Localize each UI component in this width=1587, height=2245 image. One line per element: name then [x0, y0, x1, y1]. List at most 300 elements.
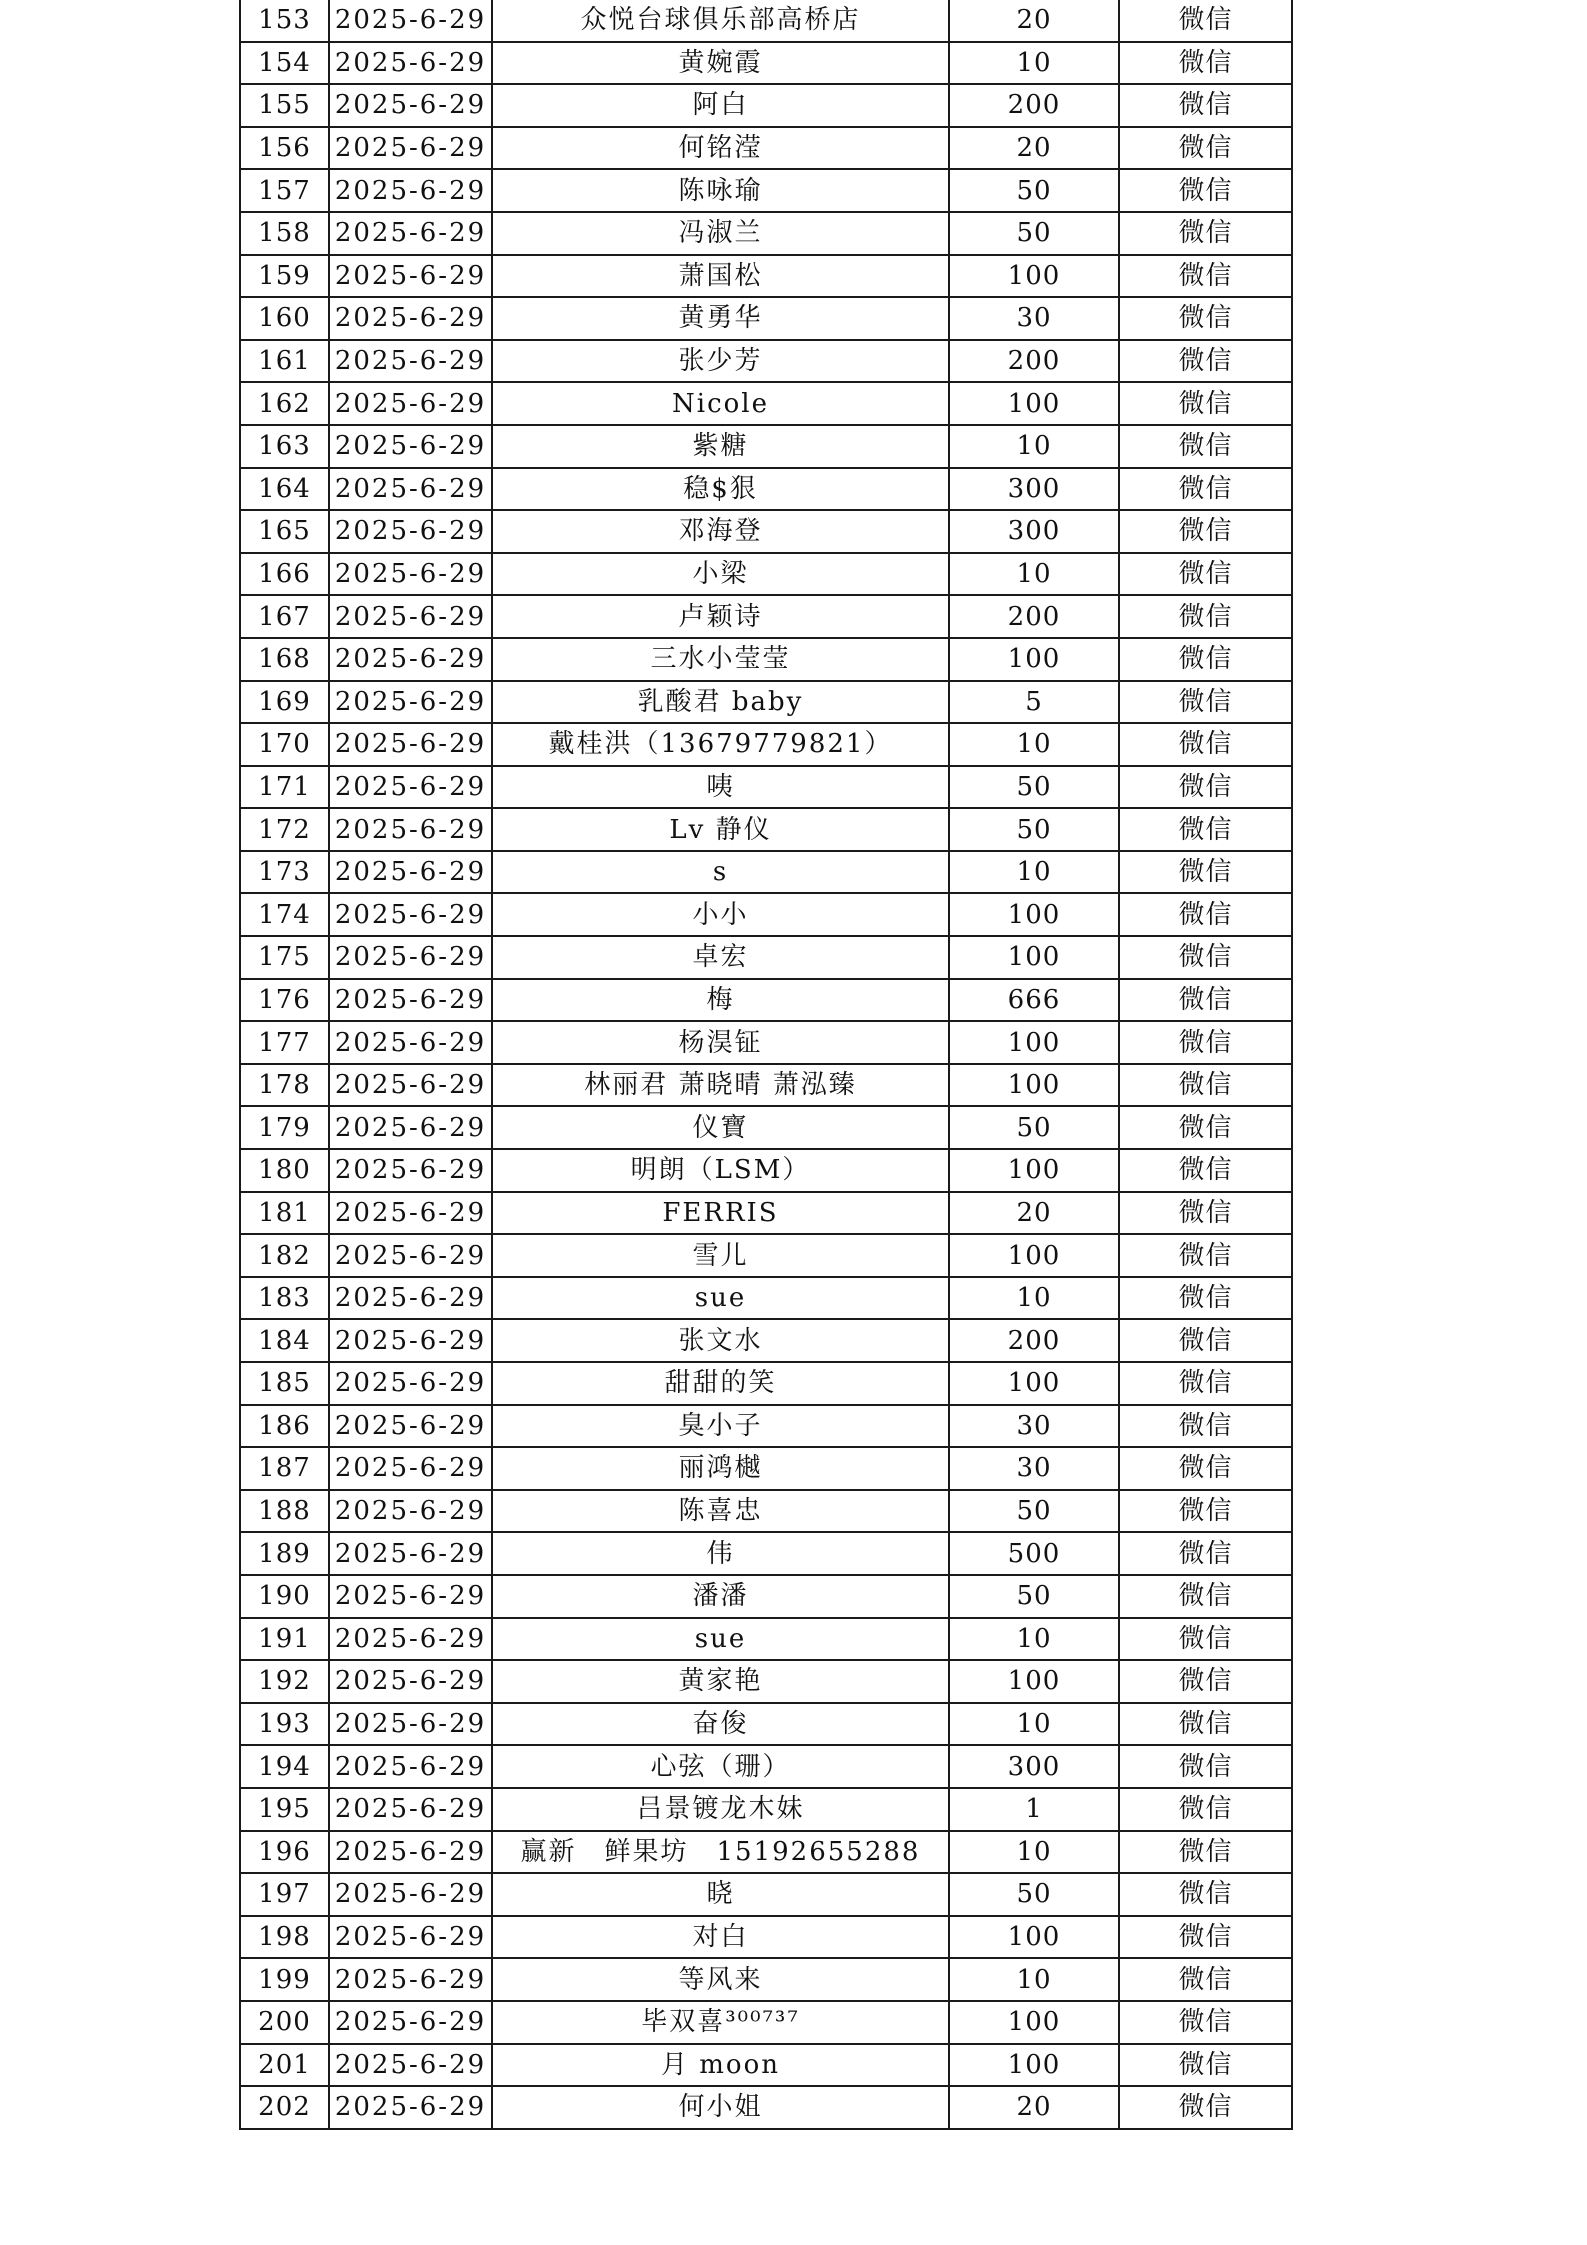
donation-date-cell: 2025-6-29: [329, 1064, 492, 1107]
donation-amount-cell: 100: [949, 2044, 1119, 2087]
payment-method-cell: 微信: [1119, 851, 1292, 894]
donor-name-cell: sue: [492, 1277, 949, 1320]
table-row: [240, 681, 1292, 724]
donation-amount-cell: 50: [949, 1575, 1119, 1618]
donor-name-cell: 对白: [492, 1916, 949, 1959]
donation-amount-cell: 100: [949, 936, 1119, 979]
row-number-cell: 156: [240, 127, 329, 170]
payment-method-cell: 微信: [1119, 0, 1292, 42]
row-number-cell: 159: [240, 255, 329, 298]
donor-name-cell: 小小: [492, 893, 949, 936]
donation-amount-cell: 100: [949, 1362, 1119, 1405]
donation-date-cell: 2025-6-29: [329, 382, 492, 425]
row-number-cell: 153: [240, 0, 329, 42]
donation-amount-cell: 10: [949, 723, 1119, 766]
donation-date-cell: 2025-6-29: [329, 1618, 492, 1661]
payment-method-cell: 微信: [1119, 340, 1292, 383]
donation-amount-cell: 10: [949, 1703, 1119, 1746]
row-number-cell: 180: [240, 1149, 329, 1192]
row-number-cell: 173: [240, 851, 329, 894]
donation-date-cell: 2025-6-29: [329, 127, 492, 170]
donor-name-cell: 稳$狠: [492, 468, 949, 511]
donation-amount-cell: 10: [949, 851, 1119, 894]
donation-date-cell: 2025-6-29: [329, 1958, 492, 2001]
row-number-cell: 161: [240, 340, 329, 383]
donation-date-cell: 2025-6-29: [329, 1703, 492, 1746]
table-row: [240, 1234, 1292, 1277]
row-number-cell: 177: [240, 1021, 329, 1064]
donor-name-cell: 乳酸君 baby: [492, 681, 949, 724]
table-row: [240, 1149, 1292, 1192]
donation-date-cell: 2025-6-29: [329, 893, 492, 936]
row-number-cell: 160: [240, 297, 329, 340]
donor-name-cell: 紫糖: [492, 425, 949, 468]
payment-method-cell: 微信: [1119, 1106, 1292, 1149]
donation-amount-cell: 50: [949, 212, 1119, 255]
donor-name-cell: FERRIS: [492, 1192, 949, 1235]
payment-method-cell: 微信: [1119, 1149, 1292, 1192]
donor-name-cell: 张文水: [492, 1319, 949, 1362]
row-number-cell: 171: [240, 766, 329, 809]
table-row: [240, 169, 1292, 212]
donor-name-cell: 黄家艳: [492, 1660, 949, 1703]
donation-date-cell: 2025-6-29: [329, 1234, 492, 1277]
payment-method-cell: 微信: [1119, 1575, 1292, 1618]
payment-method-cell: 微信: [1119, 1064, 1292, 1107]
donation-date-cell: 2025-6-29: [329, 766, 492, 809]
table-row: [240, 1831, 1292, 1874]
donation-amount-cell: 200: [949, 1319, 1119, 1362]
donation-date-cell: 2025-6-29: [329, 1575, 492, 1618]
donation-date-cell: 2025-6-29: [329, 1660, 492, 1703]
table-row: [240, 1362, 1292, 1405]
donor-name-cell: 梅: [492, 979, 949, 1022]
donation-amount-cell: 50: [949, 1106, 1119, 1149]
donation-amount-cell: 20: [949, 1192, 1119, 1235]
donor-name-cell: Lv 静仪: [492, 808, 949, 851]
donation-amount-cell: 10: [949, 425, 1119, 468]
donation-amount-cell: 30: [949, 297, 1119, 340]
donation-date-cell: 2025-6-29: [329, 297, 492, 340]
donor-name-cell: 丽鸿樾: [492, 1447, 949, 1490]
donation-date-cell: 2025-6-29: [329, 0, 492, 42]
donation-date-cell: 2025-6-29: [329, 936, 492, 979]
table-row: [240, 1745, 1292, 1788]
donor-name-cell: 冯淑兰: [492, 212, 949, 255]
donation-date-cell: 2025-6-29: [329, 638, 492, 681]
table-row: [240, 1916, 1292, 1959]
row-number-cell: 189: [240, 1532, 329, 1575]
donor-name-cell: 小梁: [492, 553, 949, 596]
payment-method-cell: 微信: [1119, 1362, 1292, 1405]
donation-table: [239, 0, 1293, 2130]
donation-date-cell: 2025-6-29: [329, 1021, 492, 1064]
payment-method-cell: 微信: [1119, 212, 1292, 255]
donation-date-cell: 2025-6-29: [329, 510, 492, 553]
payment-method-cell: 微信: [1119, 893, 1292, 936]
row-number-cell: 158: [240, 212, 329, 255]
payment-method-cell: 微信: [1119, 2086, 1292, 2129]
payment-method-cell: 微信: [1119, 42, 1292, 85]
donor-name-cell: 萧国松: [492, 255, 949, 298]
donation-date-cell: 2025-6-29: [329, 2001, 492, 2044]
table-row: [240, 340, 1292, 383]
table-row: [240, 723, 1292, 766]
row-number-cell: 175: [240, 936, 329, 979]
donor-name-cell: 三水小莹莹: [492, 638, 949, 681]
row-number-cell: 200: [240, 2001, 329, 2044]
donation-amount-cell: 5: [949, 681, 1119, 724]
row-number-cell: 182: [240, 1234, 329, 1277]
payment-method-cell: 微信: [1119, 425, 1292, 468]
donor-name-cell: 陈咏瑜: [492, 169, 949, 212]
table-row: [240, 638, 1292, 681]
row-number-cell: 162: [240, 382, 329, 425]
table-row: [240, 1277, 1292, 1320]
donation-amount-cell: 20: [949, 2086, 1119, 2129]
donation-amount-cell: 50: [949, 808, 1119, 851]
payment-method-cell: 微信: [1119, 1234, 1292, 1277]
row-number-cell: 185: [240, 1362, 329, 1405]
donation-amount-cell: 50: [949, 169, 1119, 212]
table-row: [240, 1660, 1292, 1703]
donor-name-cell: 甜甜的笑: [492, 1362, 949, 1405]
donation-amount-cell: 200: [949, 340, 1119, 383]
donation-date-cell: 2025-6-29: [329, 851, 492, 894]
donation-amount-cell: 30: [949, 1447, 1119, 1490]
table-row: [240, 425, 1292, 468]
payment-method-cell: 微信: [1119, 979, 1292, 1022]
row-number-cell: 183: [240, 1277, 329, 1320]
donor-name-cell: 赢新 鲜果坊 15192655288: [492, 1831, 949, 1874]
donation-date-cell: 2025-6-29: [329, 723, 492, 766]
row-number-cell: 168: [240, 638, 329, 681]
donation-amount-cell: 50: [949, 1873, 1119, 1916]
payment-method-cell: 微信: [1119, 1192, 1292, 1235]
payment-method-cell: 微信: [1119, 1660, 1292, 1703]
donation-date-cell: 2025-6-29: [329, 1745, 492, 1788]
donation-date-cell: 2025-6-29: [329, 1831, 492, 1874]
row-number-cell: 174: [240, 893, 329, 936]
table-row: [240, 979, 1292, 1022]
donor-name-cell: 月 moon: [492, 2044, 949, 2087]
donation-amount-cell: 50: [949, 1490, 1119, 1533]
donation-date-cell: 2025-6-29: [329, 1319, 492, 1362]
donation-amount-cell: 10: [949, 1618, 1119, 1661]
donation-amount-cell: 100: [949, 1234, 1119, 1277]
donation-date-cell: 2025-6-29: [329, 553, 492, 596]
row-number-cell: 169: [240, 681, 329, 724]
payment-method-cell: 微信: [1119, 84, 1292, 127]
donation-amount-cell: 100: [949, 2001, 1119, 2044]
donor-name-cell: 心弦（珊）: [492, 1745, 949, 1788]
table-row: [240, 510, 1292, 553]
row-number-cell: 198: [240, 1916, 329, 1959]
payment-method-cell: 微信: [1119, 1788, 1292, 1831]
donation-date-cell: 2025-6-29: [329, 1873, 492, 1916]
donation-date-cell: 2025-6-29: [329, 2044, 492, 2087]
table-row: [240, 893, 1292, 936]
table-row: [240, 1575, 1292, 1618]
donation-amount-cell: 10: [949, 1831, 1119, 1874]
payment-method-cell: 微信: [1119, 553, 1292, 596]
donation-amount-cell: 10: [949, 1958, 1119, 2001]
table-row: [240, 2001, 1292, 2044]
table-row: [240, 1405, 1292, 1448]
donation-amount-cell: 10: [949, 42, 1119, 85]
donation-date-cell: 2025-6-29: [329, 169, 492, 212]
payment-method-cell: 微信: [1119, 382, 1292, 425]
donation-amount-cell: 200: [949, 595, 1119, 638]
donor-name-cell: 何小姐: [492, 2086, 949, 2129]
donation-amount-cell: 100: [949, 1916, 1119, 1959]
payment-method-cell: 微信: [1119, 1831, 1292, 1874]
table-row: [240, 1021, 1292, 1064]
donor-name-cell: 众悦台球俱乐部高桥店: [492, 0, 949, 42]
payment-method-cell: 微信: [1119, 255, 1292, 298]
donation-amount-cell: 1: [949, 1788, 1119, 1831]
donor-name-cell: Nicole: [492, 382, 949, 425]
donation-date-cell: 2025-6-29: [329, 2086, 492, 2129]
donor-name-cell: 陈喜忠: [492, 1490, 949, 1533]
row-number-cell: 193: [240, 1703, 329, 1746]
donation-date-cell: 2025-6-29: [329, 1490, 492, 1533]
donation-date-cell: 2025-6-29: [329, 1277, 492, 1320]
donation-amount-cell: 10: [949, 1277, 1119, 1320]
payment-method-cell: 微信: [1119, 1319, 1292, 1362]
donor-name-cell: 卢颖诗: [492, 595, 949, 638]
payment-method-cell: 微信: [1119, 1916, 1292, 1959]
donor-name-cell: 奋俊: [492, 1703, 949, 1746]
table-row: [240, 595, 1292, 638]
payment-method-cell: 微信: [1119, 1021, 1292, 1064]
donor-name-cell: 吕景镀龙木妹: [492, 1788, 949, 1831]
donation-amount-cell: 30: [949, 1405, 1119, 1448]
payment-method-cell: 微信: [1119, 1745, 1292, 1788]
table-row: [240, 1319, 1292, 1362]
donor-name-cell: 等风来: [492, 1958, 949, 2001]
donation-amount-cell: 300: [949, 1745, 1119, 1788]
table-row: [240, 297, 1292, 340]
table-row: [240, 1064, 1292, 1107]
donation-amount-cell: 20: [949, 0, 1119, 42]
donation-date-cell: 2025-6-29: [329, 340, 492, 383]
donation-amount-cell: 100: [949, 1064, 1119, 1107]
row-number-cell: 167: [240, 595, 329, 638]
donation-date-cell: 2025-6-29: [329, 84, 492, 127]
row-number-cell: 191: [240, 1618, 329, 1661]
row-number-cell: 155: [240, 84, 329, 127]
payment-method-cell: 微信: [1119, 808, 1292, 851]
row-number-cell: 195: [240, 1788, 329, 1831]
table-row: [240, 1532, 1292, 1575]
table-row: [240, 382, 1292, 425]
donation-amount-cell: 20: [949, 127, 1119, 170]
table-row: [240, 936, 1292, 979]
donation-date-cell: 2025-6-29: [329, 1532, 492, 1575]
row-number-cell: 179: [240, 1106, 329, 1149]
row-number-cell: 181: [240, 1192, 329, 1235]
row-number-cell: 157: [240, 169, 329, 212]
donation-amount-cell: 10: [949, 553, 1119, 596]
payment-method-cell: 微信: [1119, 1703, 1292, 1746]
donation-date-cell: 2025-6-29: [329, 1106, 492, 1149]
row-number-cell: 170: [240, 723, 329, 766]
table-row: [240, 2044, 1292, 2087]
table-row: [240, 851, 1292, 894]
donor-name-cell: 雪儿: [492, 1234, 949, 1277]
payment-method-cell: 微信: [1119, 1958, 1292, 2001]
row-number-cell: 188: [240, 1490, 329, 1533]
donation-amount-cell: 666: [949, 979, 1119, 1022]
table-row: [240, 42, 1292, 85]
row-number-cell: 192: [240, 1660, 329, 1703]
row-number-cell: 202: [240, 2086, 329, 2129]
donation-date-cell: 2025-6-29: [329, 212, 492, 255]
row-number-cell: 166: [240, 553, 329, 596]
donation-date-cell: 2025-6-29: [329, 42, 492, 85]
table-row: [240, 0, 1292, 42]
donor-name-cell: 邓海登: [492, 510, 949, 553]
row-number-cell: 186: [240, 1405, 329, 1448]
donation-date-cell: 2025-6-29: [329, 1405, 492, 1448]
donation-amount-cell: 100: [949, 1660, 1119, 1703]
donation-amount-cell: 100: [949, 382, 1119, 425]
donation-amount-cell: 100: [949, 255, 1119, 298]
row-number-cell: 199: [240, 1958, 329, 2001]
donation-amount-cell: 100: [949, 1021, 1119, 1064]
payment-method-cell: 微信: [1119, 936, 1292, 979]
donor-name-cell: 伟: [492, 1532, 949, 1575]
row-number-cell: 178: [240, 1064, 329, 1107]
donor-name-cell: 林丽君 萧晓晴 萧泓臻: [492, 1064, 949, 1107]
payment-method-cell: 微信: [1119, 169, 1292, 212]
row-number-cell: 196: [240, 1831, 329, 1874]
row-number-cell: 176: [240, 979, 329, 1022]
payment-method-cell: 微信: [1119, 1618, 1292, 1661]
table-row: [240, 1703, 1292, 1746]
donor-name-cell: 明朗（LSM）: [492, 1149, 949, 1192]
donation-amount-cell: 500: [949, 1532, 1119, 1575]
donation-date-cell: 2025-6-29: [329, 1447, 492, 1490]
table-row: [240, 766, 1292, 809]
donor-name-cell: 黄勇华: [492, 297, 949, 340]
table-row: [240, 1618, 1292, 1661]
donor-name-cell: 杨淏钲: [492, 1021, 949, 1064]
payment-method-cell: 微信: [1119, 681, 1292, 724]
table-row: [240, 1447, 1292, 1490]
table-row: [240, 212, 1292, 255]
table-row: [240, 1873, 1292, 1916]
table-row: [240, 808, 1292, 851]
donation-amount-cell: 50: [949, 766, 1119, 809]
donation-date-cell: 2025-6-29: [329, 1192, 492, 1235]
donor-name-cell: s: [492, 851, 949, 894]
donor-name-cell: 何铭滢: [492, 127, 949, 170]
donor-name-cell: 潘潘: [492, 1575, 949, 1618]
payment-method-cell: 微信: [1119, 1873, 1292, 1916]
donation-amount-cell: 100: [949, 893, 1119, 936]
table-row: [240, 127, 1292, 170]
donation-date-cell: 2025-6-29: [329, 468, 492, 511]
row-number-cell: 194: [240, 1745, 329, 1788]
table-row: [240, 1788, 1292, 1831]
donation-date-cell: 2025-6-29: [329, 1362, 492, 1405]
donor-name-cell: 晓: [492, 1873, 949, 1916]
donation-date-cell: 2025-6-29: [329, 1149, 492, 1192]
row-number-cell: 201: [240, 2044, 329, 2087]
donation-date-cell: 2025-6-29: [329, 1788, 492, 1831]
payment-method-cell: 微信: [1119, 510, 1292, 553]
donor-name-cell: 戴桂洪（13679779821）: [492, 723, 949, 766]
table-row: [240, 1958, 1292, 2001]
payment-method-cell: 微信: [1119, 2044, 1292, 2087]
table-row: [240, 1106, 1292, 1149]
table-row: [240, 1192, 1292, 1235]
payment-method-cell: 微信: [1119, 1532, 1292, 1575]
donation-amount-cell: 100: [949, 1149, 1119, 1192]
payment-method-cell: 微信: [1119, 2001, 1292, 2044]
payment-method-cell: 微信: [1119, 1277, 1292, 1320]
donation-date-cell: 2025-6-29: [329, 255, 492, 298]
donation-amount-cell: 100: [949, 638, 1119, 681]
payment-method-cell: 微信: [1119, 297, 1292, 340]
donation-date-cell: 2025-6-29: [329, 979, 492, 1022]
row-number-cell: 172: [240, 808, 329, 851]
payment-method-cell: 微信: [1119, 595, 1292, 638]
row-number-cell: 165: [240, 510, 329, 553]
payment-method-cell: 微信: [1119, 127, 1292, 170]
donation-date-cell: 2025-6-29: [329, 425, 492, 468]
table-row: [240, 468, 1292, 511]
donation-amount-cell: 300: [949, 510, 1119, 553]
payment-method-cell: 微信: [1119, 1447, 1292, 1490]
table-row: [240, 1490, 1292, 1533]
donation-date-cell: 2025-6-29: [329, 808, 492, 851]
donor-name-cell: 咦: [492, 766, 949, 809]
table-row: [240, 84, 1292, 127]
donation-date-cell: 2025-6-29: [329, 1916, 492, 1959]
payment-method-cell: 微信: [1119, 1490, 1292, 1533]
row-number-cell: 164: [240, 468, 329, 511]
donor-name-cell: 阿白: [492, 84, 949, 127]
table-row: [240, 255, 1292, 298]
donor-name-cell: 张少芳: [492, 340, 949, 383]
row-number-cell: 163: [240, 425, 329, 468]
donor-name-cell: 臭小子: [492, 1405, 949, 1448]
payment-method-cell: 微信: [1119, 766, 1292, 809]
donor-name-cell: 仪寶: [492, 1106, 949, 1149]
row-number-cell: 187: [240, 1447, 329, 1490]
row-number-cell: 197: [240, 1873, 329, 1916]
table-row: [240, 2086, 1292, 2129]
row-number-cell: 190: [240, 1575, 329, 1618]
donor-name-cell: sue: [492, 1618, 949, 1661]
donation-amount-cell: 300: [949, 468, 1119, 511]
payment-method-cell: 微信: [1119, 723, 1292, 766]
payment-method-cell: 微信: [1119, 1405, 1292, 1448]
donation-date-cell: 2025-6-29: [329, 681, 492, 724]
row-number-cell: 184: [240, 1319, 329, 1362]
payment-method-cell: 微信: [1119, 638, 1292, 681]
donor-name-cell: 卓宏: [492, 936, 949, 979]
donor-name-cell: 黄婉霞: [492, 42, 949, 85]
donor-name-cell: 毕双喜³⁰⁰⁷³⁷: [492, 2001, 949, 2044]
donation-amount-cell: 200: [949, 84, 1119, 127]
donation-date-cell: 2025-6-29: [329, 595, 492, 638]
table-row: [240, 553, 1292, 596]
payment-method-cell: 微信: [1119, 468, 1292, 511]
